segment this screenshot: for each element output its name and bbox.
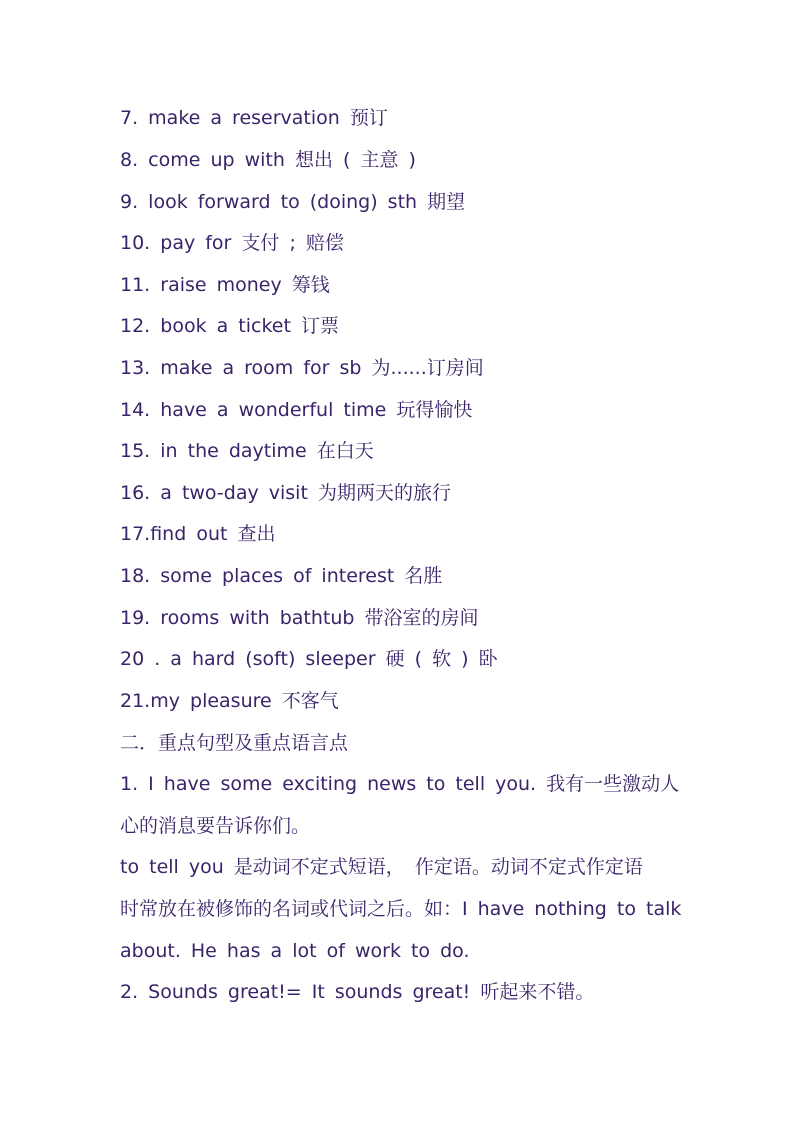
vocab-line-7: 7. make a reservation 预订: [120, 107, 388, 129]
explanation-line-2: 时常放在被修饰的名词或代词之后。如：I have nothing to talk: [120, 898, 682, 920]
vocab-line-16: 16. a two-day visit 为期两天的旅行: [120, 482, 451, 504]
vocab-line-19: 19. rooms with bathtub 带浴室的房间: [120, 607, 479, 629]
section-heading: 二．重点句型及重点语言点: [120, 732, 349, 754]
explanation-line-3: about. He has a lot of work to do.: [120, 940, 470, 962]
explanation-line-1: to tell you 是动词不定式短语， 作定语。动词不定式作定语: [120, 856, 643, 878]
vocab-line-18: 18. some places of interest 名胜: [120, 565, 443, 587]
vocab-line-9: 9. look forward to (doing) sth 期望: [120, 191, 466, 213]
sentence-1-line-2: 心的消息要告诉你们。: [120, 815, 311, 837]
vocab-line-15: 15. in the daytime 在白天: [120, 440, 374, 462]
vocab-line-12: 12. book a ticket 订票: [120, 315, 339, 337]
vocab-line-8: 8. come up with 想出 ( 主意 ): [120, 149, 416, 171]
sentence-2-line: 2. Sounds great!= It sounds great! 听起来不错。: [120, 981, 595, 1003]
vocab-line-21: 21.my pleasure 不客气: [120, 690, 339, 712]
vocab-line-20: 20 . a hard (soft) sleeper 硬 ( 软 ) 卧: [120, 648, 498, 670]
vocab-line-11: 11. raise money 筹钱: [120, 274, 330, 296]
sentence-1-line-1: 1. I have some exciting news to tell you. 我有一些激动人: [120, 773, 680, 795]
vocab-line-17: 17.find out 查出: [120, 523, 276, 545]
vocab-line-10: 10. pay for 支付 ; 赔偿: [120, 232, 344, 254]
vocab-line-14: 14. have a wonderful time 玩得愉快: [120, 399, 473, 421]
vocab-line-13: 13. make a room for sb 为......订房间: [120, 357, 484, 379]
